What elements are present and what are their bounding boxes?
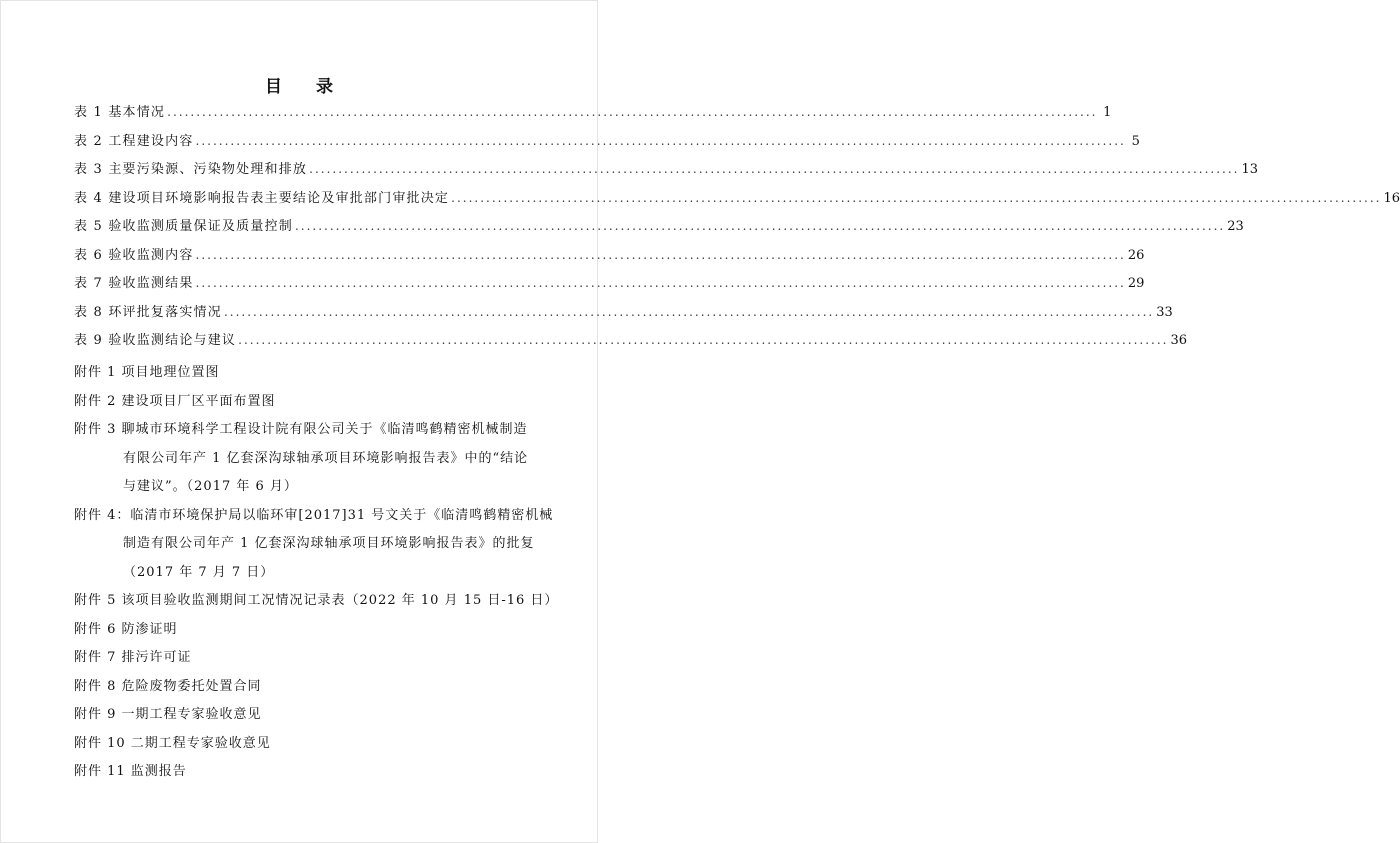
toc-entry-page: 16: [1383, 190, 1400, 206]
table-of-contents: [74, 102, 1400, 359]
toc-entry[interactable]: [74, 188, 1400, 217]
toc-entry-label: 表 7 验收监测结果: [74, 276, 194, 291]
annex-item-continuation: 有限公司年产 1 亿套深沟球轴承项目环境影响报告表》中的“结论: [123, 450, 529, 466]
annex-item-continuation: 制造有限公司年产 1 亿套深沟球轴承项目环境影响报告表》的批复: [123, 536, 535, 551]
toc-entry-page: 5: [1131, 133, 1140, 149]
toc-entry-page: 26: [1127, 247, 1145, 263]
toc-leader-dots: ................................................................................................................................................................: [195, 276, 1126, 290]
toc-entry[interactable]: [74, 102, 1112, 131]
toc-leader-dots: ................................................................................................................................................................: [167, 105, 1098, 119]
toc-entry-page: 29: [1127, 276, 1145, 291]
annex-item-title: 附件 2 建设项目厂区平面布置图: [74, 393, 276, 409]
annex-list: [74, 359, 559, 787]
toc-entry-label: 表 4 建设项目环境影响报告表主要结论及审批部门审批决定: [74, 190, 450, 206]
toc-leader-dots: ................................................................................................................................................................: [223, 304, 1155, 319]
annex-item: [74, 730, 526, 759]
annex-item: [74, 416, 529, 502]
annex-item-title: 附件 9 一期工程专家验收意见: [74, 707, 262, 722]
annex-item-title: 附件 1 项目地理位置图: [74, 365, 220, 380]
annex-item: [74, 616, 526, 645]
toc-entry[interactable]: [74, 302, 1173, 331]
annex-item: [74, 758, 526, 787]
page-title: 目 录: [265, 77, 347, 97]
annex-item-continuation: 与建议”。（2017 年 6 月）: [123, 479, 298, 494]
annex-item: [74, 673, 526, 702]
toc-leader-dots: ................................................................................................................................................................: [195, 133, 1126, 148]
annex-item-title: 附件 4：临清市环境保护局以临环审[2017]31 号文关于《临清鸣鹤精密机械: [74, 507, 554, 523]
toc-leader-dots: ................................................................................................................................................................: [309, 162, 1240, 176]
toc-entry-label: 表 9 验收监测结论与建议: [74, 333, 237, 348]
annex-item: [74, 359, 526, 388]
toc-entry[interactable]: [74, 245, 1145, 274]
toc-entry-label: 表 1 基本情况: [74, 105, 166, 120]
toc-entry-page: 13: [1241, 162, 1258, 177]
annex-item: [74, 587, 559, 616]
annex-item-title: 附件 3 聊城市环境科学工程设计院有限公司关于《临清鸣鹤精密机械制造: [74, 422, 528, 437]
toc-entry-page: 33: [1156, 304, 1173, 320]
toc-leader-dots: ................................................................................................................................................................: [294, 219, 1226, 233]
toc-entry-label: 表 3 主要污染源、污染物处理和排放: [74, 162, 308, 177]
annex-item-title: 附件 5 该项目验收监测期间工况情况记录表（2022 年 10 月 15 日-16 日）: [74, 593, 559, 608]
toc-entry-page: 1: [1103, 105, 1112, 120]
annex-item: [74, 644, 526, 673]
toc-entry-label: 表 8 环评批复落实情况: [74, 304, 222, 320]
toc-leader-dots: ................................................................................................................................................................: [195, 247, 1126, 262]
toc-entry[interactable]: [74, 216, 1244, 245]
annex-item-title: 附件 7 排污许可证: [74, 650, 192, 665]
toc-entry[interactable]: [74, 330, 1187, 359]
annex-item-title: 附件 10 二期工程专家验收意见: [74, 735, 271, 751]
toc-entry[interactable]: [74, 131, 1140, 160]
annex-item-title: 附件 11 监测报告: [74, 764, 187, 779]
annex-item-title: 附件 8 危险废物委托处置合同: [74, 678, 262, 694]
toc-leader-dots: ................................................................................................................................................................: [238, 333, 1169, 347]
toc-entry-label: 表 6 验收监测内容: [74, 247, 194, 263]
annex-item: [74, 502, 554, 588]
toc-entry[interactable]: [74, 273, 1145, 302]
annex-item-continuation: （2017 年 7 月 7 日）: [123, 564, 275, 580]
toc-leader-dots: ................................................................................................................................................................: [451, 190, 1382, 205]
toc-entry-page: 23: [1227, 219, 1244, 234]
toc-entry-label: 表 2 工程建设内容: [74, 133, 194, 149]
toc-entry[interactable]: [74, 159, 1258, 188]
toc-entry-page: 36: [1170, 333, 1187, 348]
toc-entry-label: 表 5 验收监测质量保证及质量控制: [74, 219, 293, 234]
annex-item: [74, 701, 526, 730]
annex-item: [74, 388, 526, 417]
annex-item-title: 附件 6 防渗证明: [74, 621, 178, 637]
